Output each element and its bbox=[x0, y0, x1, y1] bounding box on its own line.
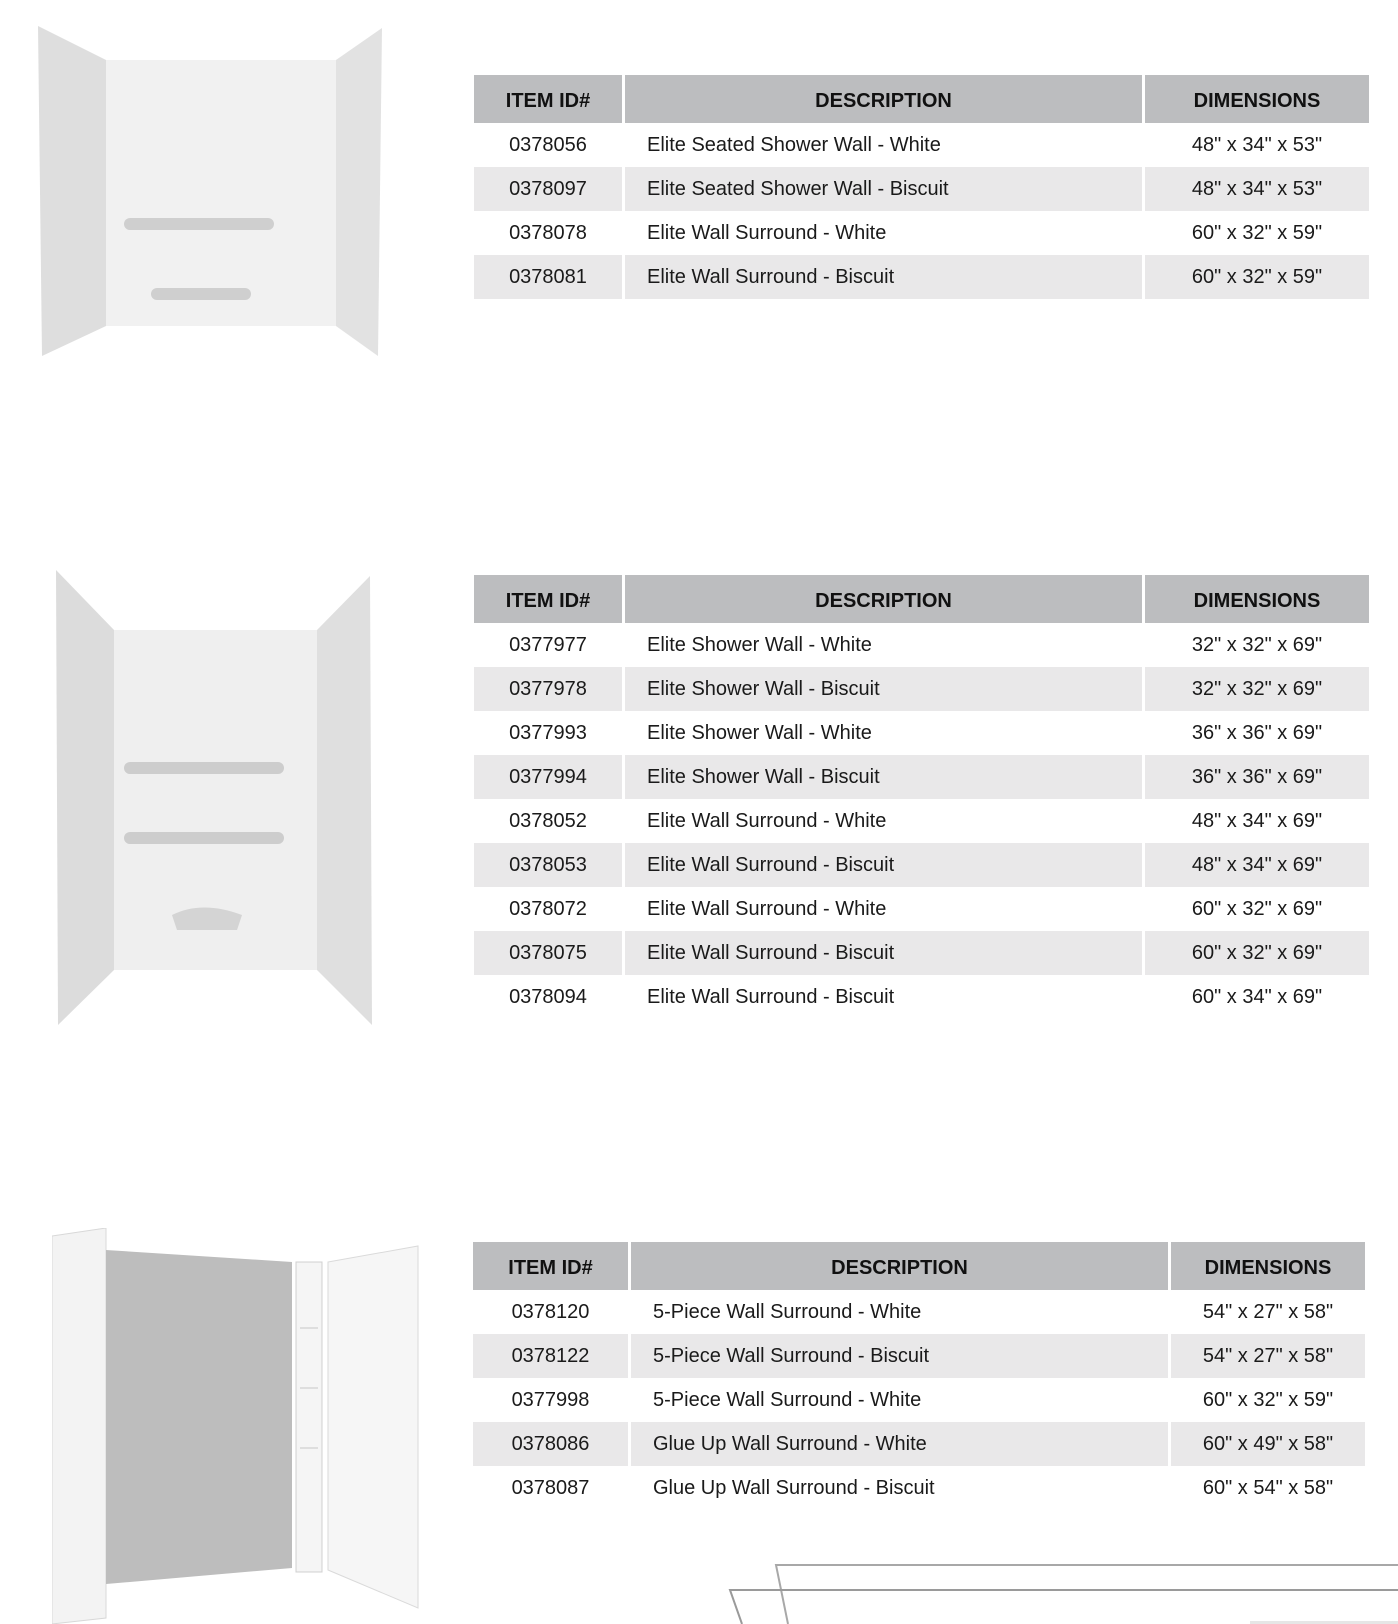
item-id-cell: 0377998 bbox=[511, 1388, 590, 1411]
dimensions-cell: 54" x 27" x 58" bbox=[1171, 1334, 1365, 1378]
item-id-cell: 0378052 bbox=[509, 809, 587, 832]
header-dimensions: DIMENSIONS bbox=[1171, 1242, 1365, 1290]
description-cell: Elite Seated Shower Wall - White bbox=[647, 133, 941, 156]
description-cell: Elite Wall Surround - Biscuit bbox=[625, 255, 1142, 299]
dimensions-cell: 60" x 32" x 59" bbox=[1191, 221, 1323, 244]
dimensions-cell: 48" x 34" x 53" bbox=[1145, 167, 1369, 211]
description-cell: Elite Wall Surround - White bbox=[647, 221, 887, 244]
item-id-cell: 0378094 bbox=[509, 985, 587, 1008]
dimensions-cell: 36" x 36" x 69" bbox=[1191, 721, 1323, 744]
description-cell: Elite Shower Wall - Biscuit bbox=[625, 667, 1142, 711]
table-row bbox=[474, 211, 1369, 255]
description-cell: Elite Wall Surround - White bbox=[647, 809, 887, 832]
dimensions-cell: 32" x 32" x 69" bbox=[1145, 667, 1369, 711]
description-cell: Elite Shower Wall - Biscuit bbox=[625, 755, 1142, 799]
description-cell: Elite Wall Surround - White bbox=[647, 897, 887, 920]
table-row bbox=[474, 711, 1369, 755]
description-cell: Glue Up Wall Surround - White bbox=[631, 1422, 1168, 1466]
dimensions-cell: 48" x 34" x 53" bbox=[1191, 133, 1323, 156]
table-row bbox=[474, 931, 1369, 975]
dimensions-cell: 60" x 32" x 59" bbox=[1202, 1388, 1334, 1411]
item-id-cell: 0378072 bbox=[509, 897, 587, 920]
description-cell: Elite Shower Wall - White bbox=[647, 633, 872, 656]
table-row bbox=[474, 755, 1369, 799]
item-id-cell: 0378120 bbox=[511, 1300, 590, 1323]
item-id-cell: 0378097 bbox=[474, 167, 622, 211]
dimensions-cell: 48" x 34" x 69" bbox=[1191, 809, 1323, 832]
header-description: DESCRIPTION bbox=[625, 75, 1142, 123]
dimensions-cell: 60" x 32" x 69" bbox=[1191, 897, 1323, 920]
table-row bbox=[474, 623, 1369, 667]
header-dimensions: DIMENSIONS bbox=[1145, 75, 1369, 123]
description-cell: Elite Wall Surround - Biscuit bbox=[625, 843, 1142, 887]
item-id-cell: 0377994 bbox=[474, 755, 622, 799]
header-dimensions: DIMENSIONS bbox=[1145, 575, 1369, 623]
item-id-cell: 0378053 bbox=[474, 843, 622, 887]
table-row bbox=[474, 667, 1369, 711]
item-id-cell: 0378086 bbox=[473, 1422, 628, 1466]
header-description: DESCRIPTION bbox=[631, 1242, 1168, 1290]
item-id-cell: 0377977 bbox=[509, 633, 587, 656]
product-image-shower-wall bbox=[52, 570, 377, 1032]
product-image-seated-shower-wall bbox=[36, 26, 386, 371]
table-row bbox=[473, 1334, 1365, 1378]
dimensions-cell: 60" x 49" x 58" bbox=[1171, 1422, 1365, 1466]
item-id-cell: 0378081 bbox=[474, 255, 622, 299]
table-row bbox=[474, 123, 1369, 167]
item-id-cell: 0378078 bbox=[509, 221, 587, 244]
item-id-cell: 0378056 bbox=[509, 133, 587, 156]
description-cell: Elite Seated Shower Wall - Biscuit bbox=[625, 167, 1142, 211]
decorative-lines bbox=[720, 1555, 1398, 1624]
dimensions-cell: 48" x 34" x 69" bbox=[1145, 843, 1369, 887]
item-id-cell: 0378122 bbox=[473, 1334, 628, 1378]
table-row bbox=[474, 255, 1369, 299]
description-cell: Elite Wall Surround - Biscuit bbox=[625, 931, 1142, 975]
table-row bbox=[473, 1466, 1365, 1510]
table-row bbox=[474, 799, 1369, 843]
table-row bbox=[473, 1290, 1365, 1334]
dimensions-cell: 60" x 32" x 59" bbox=[1145, 255, 1369, 299]
table-row bbox=[474, 843, 1369, 887]
header-item-id: ITEM ID# bbox=[473, 1242, 628, 1290]
description-cell: 5-Piece Wall Surround - White bbox=[653, 1388, 922, 1411]
header-description: DESCRIPTION bbox=[625, 575, 1142, 623]
item-id-cell: 0377993 bbox=[509, 721, 587, 744]
dimensions-cell: 60" x 32" x 69" bbox=[1145, 931, 1369, 975]
dimensions-cell: 32" x 32" x 69" bbox=[1191, 633, 1323, 656]
description-cell: Elite Wall Surround - Biscuit bbox=[647, 985, 895, 1008]
table-row bbox=[473, 1378, 1365, 1422]
product-image-5-piece-surround bbox=[52, 1228, 422, 1624]
dimensions-cell: 60" x 54" x 58" bbox=[1202, 1476, 1334, 1499]
item-id-cell: 0377978 bbox=[474, 667, 622, 711]
table-row bbox=[474, 167, 1369, 211]
table-row bbox=[474, 975, 1369, 1019]
table-row bbox=[474, 887, 1369, 931]
item-id-cell: 0378087 bbox=[511, 1476, 590, 1499]
table-row bbox=[473, 1422, 1365, 1466]
header-item-id: ITEM ID# bbox=[474, 575, 622, 623]
product-table-2 bbox=[471, 575, 1372, 1019]
product-table-1 bbox=[471, 75, 1372, 299]
header-item-id: ITEM ID# bbox=[474, 75, 622, 123]
dimensions-cell: 36" x 36" x 69" bbox=[1145, 755, 1369, 799]
description-cell: 5-Piece Wall Surround - White bbox=[653, 1300, 922, 1323]
product-table-3 bbox=[470, 1242, 1368, 1510]
dimensions-cell: 54" x 27" x 58" bbox=[1202, 1300, 1334, 1323]
item-id-cell: 0378075 bbox=[474, 931, 622, 975]
description-cell: 5-Piece Wall Surround - Biscuit bbox=[631, 1334, 1168, 1378]
description-cell: Glue Up Wall Surround - Biscuit bbox=[653, 1476, 935, 1499]
dimensions-cell: 60" x 34" x 69" bbox=[1191, 985, 1323, 1008]
description-cell: Elite Shower Wall - White bbox=[647, 721, 872, 744]
